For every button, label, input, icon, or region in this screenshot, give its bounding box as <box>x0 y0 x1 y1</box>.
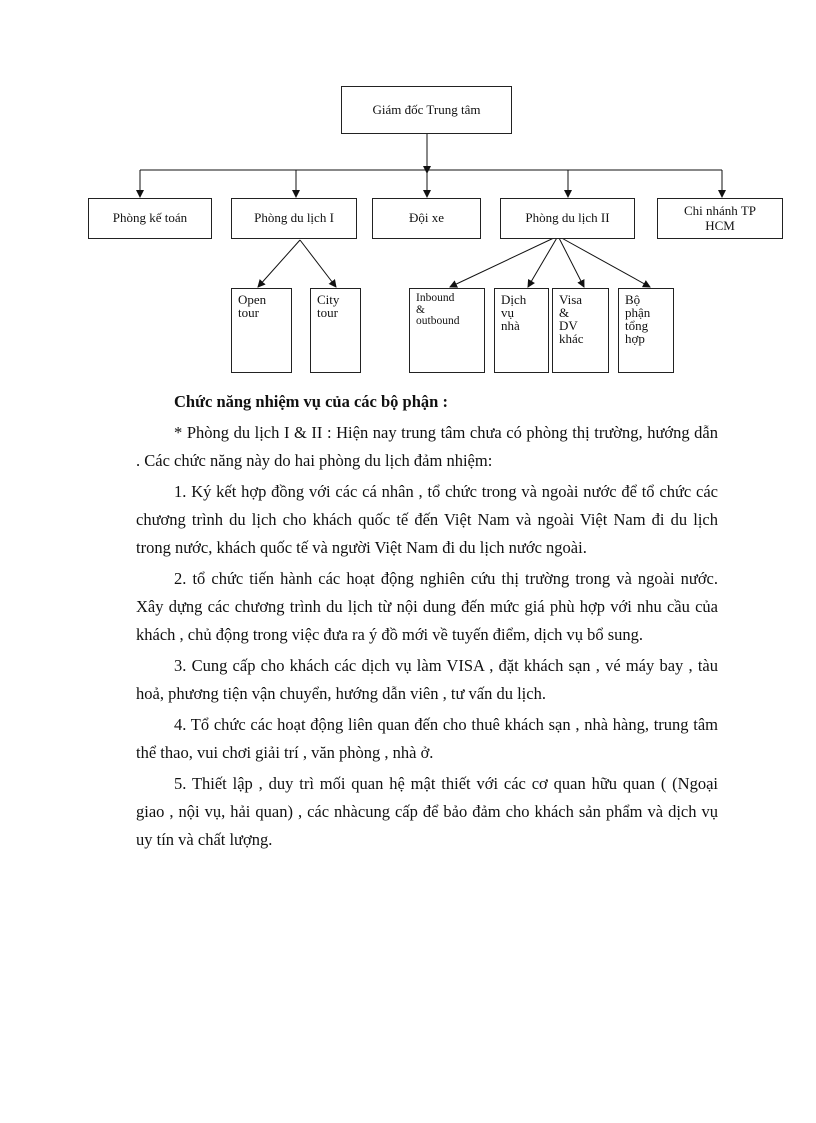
dept-fleet-label: Đội xe <box>408 210 445 226</box>
connector-housing <box>528 236 558 287</box>
connector-general <box>558 236 650 287</box>
paragraph-item-1: 1. Ký kết hợp đồng với các cá nhân , tổ chức trong và ngoài nước để tổ chức các chương trình du lịch cho khách quốc tế đến Việt Nam và ngoài Việt Nam đi du lịch trong nước, khách quốc tế và người Việt Nam đi du lịch nước ngoài. <box>136 482 718 557</box>
dept-hcm-branch-label: Chi nhánh TP HCM <box>684 203 756 233</box>
unit-city-tour-label: City tour <box>317 292 340 320</box>
paragraph-item-5: 5. Thiết lập , duy trì mối quan hệ mật thiết với các cơ quan hữu quan ( (Ngoại giao , nội vụ, hải quan) , các nhàcung cấp để bảo đảm cho khách sản phẩm và dịch vụ uy tín và chất lượng. <box>136 774 718 849</box>
dept-tourism-1-label: Phòng du lịch I <box>254 210 334 226</box>
connector-open-tour <box>258 240 300 287</box>
paragraph-item-2: 2. tổ chức tiến hành các hoạt động nghiên cứu thị trường trong và ngoài nước. Xây dựng các chương trình du lịch từ nội dung đến mức giá phù hợp với nhu cầu của khách , chủ động trong việc đưa ra ý đồ mới về tuyến điểm, dịch vụ bổ sung. <box>136 569 718 644</box>
dept-tourism-2 <box>500 198 635 239</box>
director-label: Giám đốc Trung tâm <box>372 101 481 117</box>
director-box <box>341 86 512 134</box>
org-chart-connectors <box>0 0 816 380</box>
unit-city-tour <box>310 288 361 373</box>
section-heading: Chức năng nhiệm vụ của các bộ phận : <box>174 392 448 411</box>
unit-general-division <box>618 288 674 373</box>
unit-open-tour <box>231 288 292 373</box>
dept-tourism-2-label: Phòng du lịch II <box>525 210 610 226</box>
org-chart <box>0 0 816 380</box>
unit-inbound-outbound <box>409 288 485 373</box>
unit-inbound-outbound-label: Inbound & outbound <box>416 292 460 327</box>
dept-fleet <box>372 198 481 239</box>
unit-general-division-label: Bộ phận tổng hợp <box>625 292 651 346</box>
paragraph-item-3: 3. Cung cấp cho khách các dịch vụ làm VISA , đặt khách sạn , vé máy bay , tàu hoả, phương tiện vận chuyển, hướng dẫn viên , tư vấn du lịch. <box>136 656 718 703</box>
unit-open-tour-label: Open tour <box>238 292 267 320</box>
unit-housing-service <box>494 288 549 373</box>
dept-hcm-branch <box>657 198 783 239</box>
paragraph-item-4: 4. Tổ chức các hoạt động liên quan đến cho thuê khách sạn , nhà hàng, trung tâm thể thao, vui chơi giải trí , văn phòng , nhà ở. <box>136 715 718 762</box>
unit-housing-service-label: Dịch vụ nhà <box>501 292 527 333</box>
dept-accounting-label: Phòng kế toán <box>112 210 188 226</box>
dept-accounting <box>88 198 212 239</box>
document-body <box>136 388 718 857</box>
dept-tourism-1 <box>231 198 357 239</box>
connector-city-tour <box>300 240 336 287</box>
unit-visa-services-label: Visa & DV khác <box>559 292 584 346</box>
connector-inbound <box>450 236 558 287</box>
unit-visa-services <box>552 288 609 373</box>
paragraph-departments: * Phòng du lịch I & II : Hiện nay trung tâm chưa có phòng thị trường, hướng dẫn . Các chức năng này do hai phòng du lịch đảm nhiệm: <box>136 423 718 470</box>
